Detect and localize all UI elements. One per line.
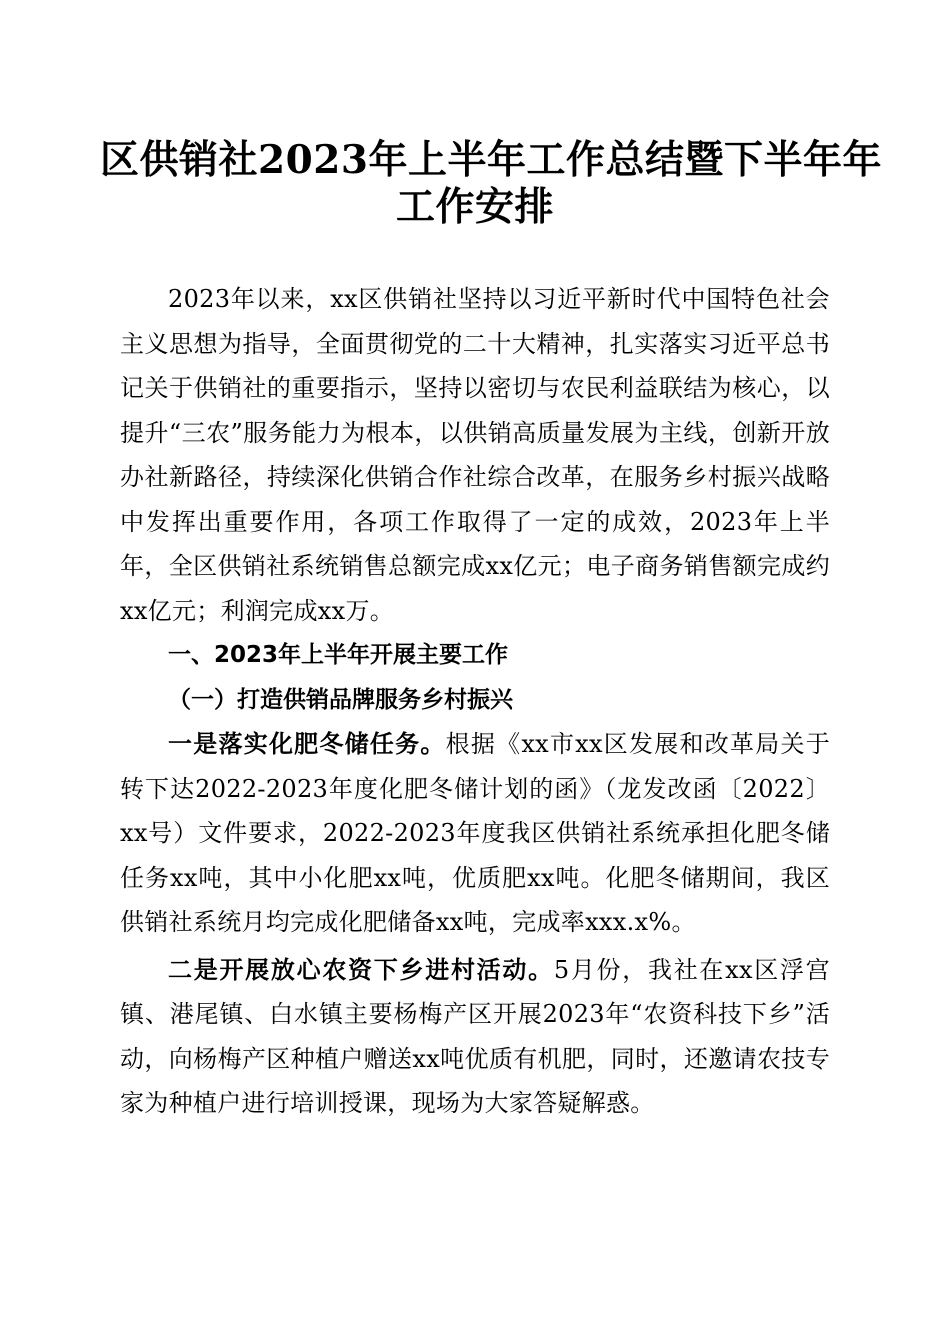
item-1-text: 根据《xx市xx区发展和改革局关于转下达2022-2023年度化肥冬储计划的函》（龙发改函〔2022〕xx号）文件要求，2022-2023年度我区供销社系统承担化肥冬储任务xx吨，其中小化肥xx吨，优质肥xx吨。化肥冬储期间，我区供销社系统月均完成化肥储备xx吨，完成率xxx.x%。 bbox=[120, 730, 830, 936]
item-2-lead: 二是开展放心农资下乡进村活动。 bbox=[168, 954, 554, 984]
title-line-2: 工作安排 bbox=[395, 184, 554, 230]
item-paragraph-2 bbox=[120, 948, 830, 1126]
item-1-lead: 一是落实化肥冬储任务。 bbox=[168, 729, 446, 758]
section-heading-1: 一、2023年上半年开展主要工作 bbox=[168, 642, 509, 668]
title-line-1: 区供销社2023年上半年工作总结暨下半年年 bbox=[100, 137, 883, 183]
intro-paragraph: 2023年以来，xx区供销社坚持以习近平新时代中国特色社会主义思想为指导，全面贯彻党的二十大精神，扎实落实习近平总书记关于供销社的重要指示，坚持以密切与农民利益联结为核心，以提升“三农”服务能力为根本，以供销高质量发展为主线，创新开放办社新路径，持续深化供销合作社综合改革，在服务乡村振兴战略中发挥出重要作用，各项工作取得了一定的成效，2023年上半年，全区供销社系统销售总额完成xx亿元；电子商务销售额完成约xx亿元；利润完成xx万。 bbox=[120, 285, 830, 625]
item-2-text: 5月份，我社在xx区浮宫镇、港尾镇、白水镇主要杨梅产区开展2023年“农资科技下乡”活动，向杨梅产区种植户赠送xx吨优质有机肥，同时，还邀请农技专家为种植户进行培训授课，现场为大家答疑解惑。 bbox=[120, 955, 830, 1117]
document-body bbox=[120, 277, 830, 1126]
document-title bbox=[100, 137, 883, 231]
subsection-heading-1: （一）打造供销品牌服务乡村振兴 bbox=[168, 685, 513, 713]
item-paragraph-1 bbox=[120, 722, 830, 945]
